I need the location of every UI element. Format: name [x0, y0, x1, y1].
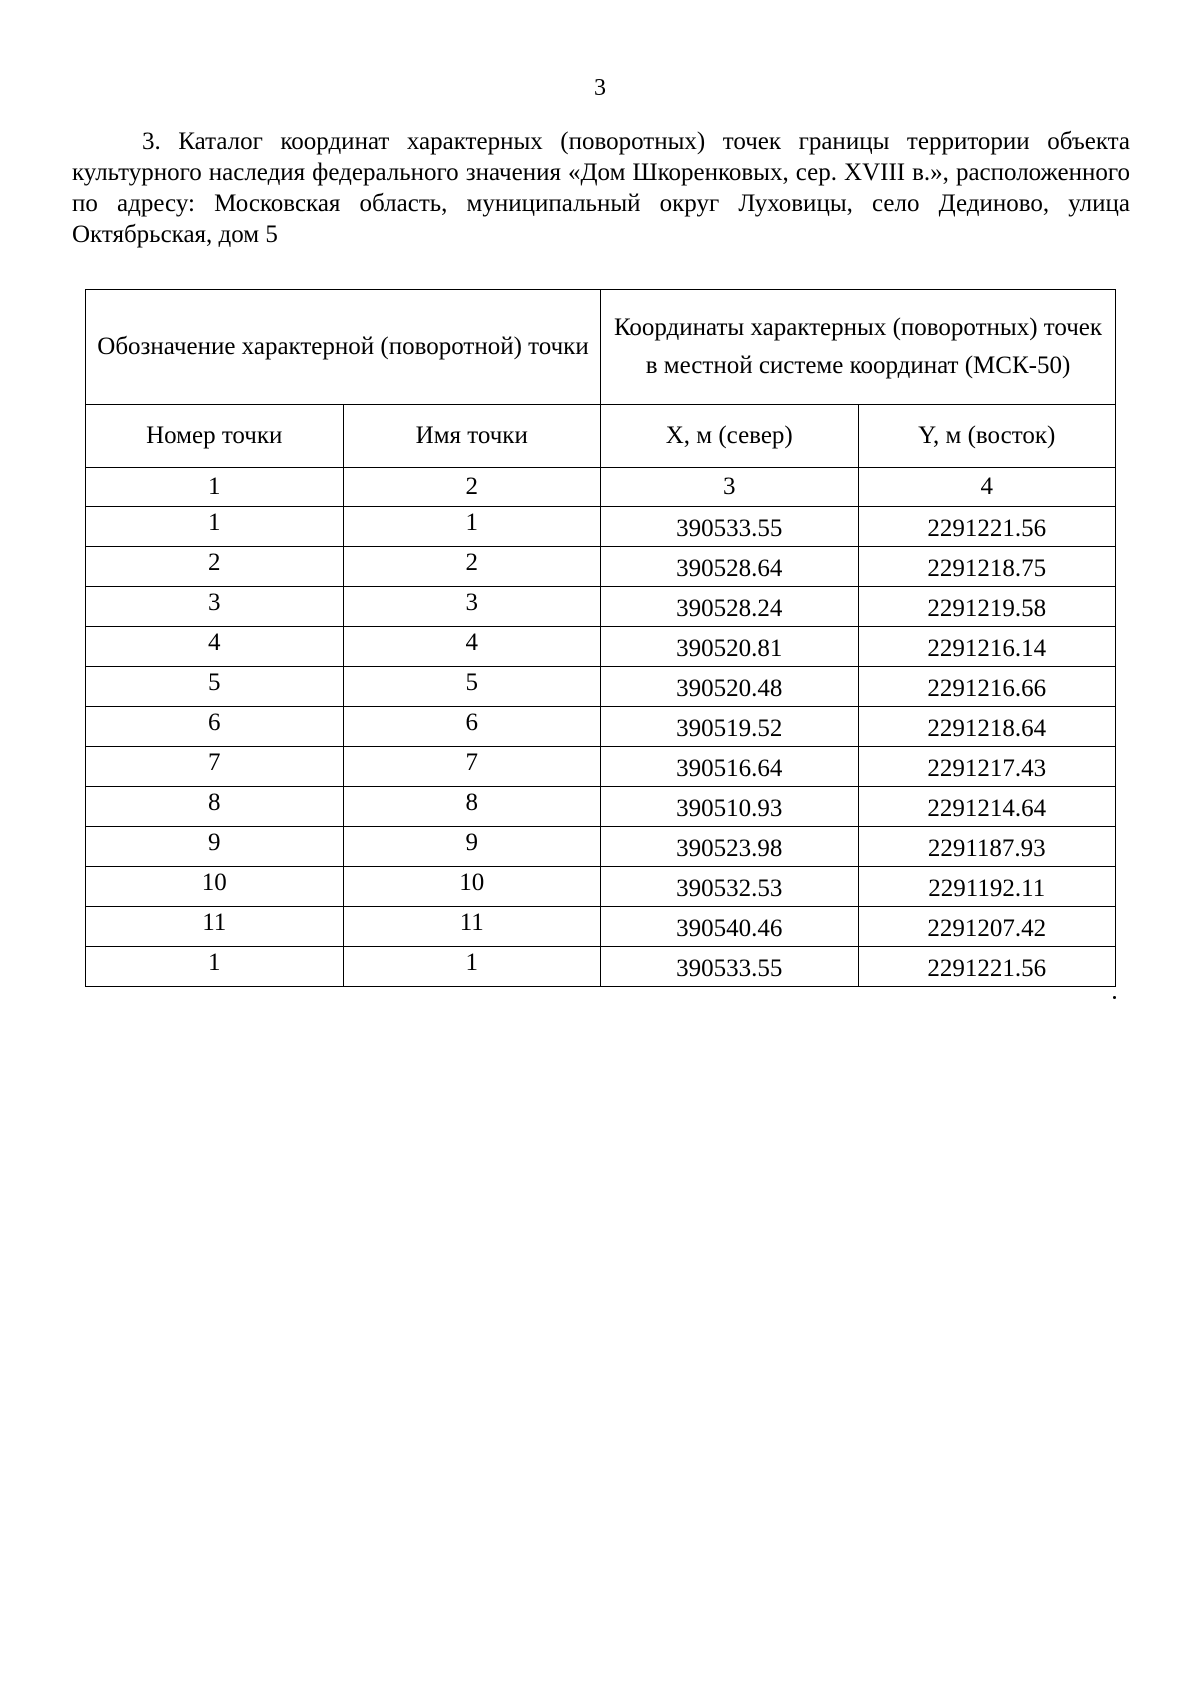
cell-point-number: 9 — [86, 827, 344, 867]
column-header-x: X, м (север) — [601, 405, 859, 468]
cell-point-number: 11 — [86, 907, 344, 947]
table-row — [86, 947, 1116, 987]
coordinates-table — [85, 289, 1116, 987]
table-group-header-row — [86, 290, 1116, 405]
stray-period-mark — [1113, 996, 1116, 999]
cell-y: 2291218.64 — [858, 707, 1116, 747]
table-row — [86, 827, 1116, 867]
cell-y: 2291207.42 — [858, 907, 1116, 947]
column-number: 3 — [601, 468, 859, 507]
cell-point-number: 5 — [86, 667, 344, 707]
cell-y: 2291216.66 — [858, 667, 1116, 707]
cell-x: 390519.52 — [601, 707, 859, 747]
cell-x: 390520.81 — [601, 627, 859, 667]
cell-point-name: 3 — [343, 587, 601, 627]
cell-x: 390516.64 — [601, 747, 859, 787]
column-number: 1 — [86, 468, 344, 507]
coordinates-group-header: Координаты характерных (поворотных) точек в местной системе координат (МСК-50) — [601, 290, 1116, 405]
cell-point-name: 6 — [343, 707, 601, 747]
table-column-header-row — [86, 405, 1116, 468]
cell-x: 390520.48 — [601, 667, 859, 707]
cell-x: 390532.53 — [601, 867, 859, 907]
cell-x: 390528.24 — [601, 587, 859, 627]
cell-y: 2291217.43 — [858, 747, 1116, 787]
cell-x: 390540.46 — [601, 907, 859, 947]
cell-y: 2291219.58 — [858, 587, 1116, 627]
column-number-row — [86, 468, 1116, 507]
table-row — [86, 867, 1116, 907]
cell-point-name: 11 — [343, 907, 601, 947]
table-row — [86, 627, 1116, 667]
cell-point-number: 4 — [86, 627, 344, 667]
table-row — [86, 667, 1116, 707]
table-row — [86, 907, 1116, 947]
cell-point-name: 7 — [343, 747, 601, 787]
table-row — [86, 747, 1116, 787]
table-row — [86, 587, 1116, 627]
cell-point-name: 8 — [343, 787, 601, 827]
catalog-heading-paragraph: 3. Каталог координат характерных (поворотных) точек границы территории объекта культурного наследия федерального значения «Дом Шкоренковых, сер. XVIII в.», расположенного по адресу: Московская область, муниципальный округ Луховицы, село Дединово, улица Октябрьская, дом 5 — [72, 128, 1130, 248]
cell-point-number: 1 — [86, 507, 344, 547]
cell-point-number: 6 — [86, 707, 344, 747]
cell-point-name: 9 — [343, 827, 601, 867]
cell-point-name: 4 — [343, 627, 601, 667]
cell-y: 2291216.14 — [858, 627, 1116, 667]
cell-point-number: 1 — [86, 947, 344, 987]
table-row — [86, 507, 1116, 547]
column-number: 2 — [343, 468, 601, 507]
table-row — [86, 547, 1116, 587]
table-row — [86, 787, 1116, 827]
cell-point-number: 3 — [86, 587, 344, 627]
cell-x: 390528.64 — [601, 547, 859, 587]
cell-point-number: 10 — [86, 867, 344, 907]
page-number: 3 — [594, 75, 606, 101]
cell-point-number: 8 — [86, 787, 344, 827]
cell-x: 390533.55 — [601, 947, 859, 987]
cell-point-name: 1 — [343, 947, 601, 987]
cell-point-number: 2 — [86, 547, 344, 587]
cell-point-name: 5 — [343, 667, 601, 707]
cell-point-name: 1 — [343, 507, 601, 547]
cell-y: 2291218.75 — [858, 547, 1116, 587]
cell-y: 2291192.11 — [858, 867, 1116, 907]
column-header-point-name: Имя точки — [343, 405, 601, 468]
cell-x: 390523.98 — [601, 827, 859, 867]
cell-y: 2291221.56 — [858, 507, 1116, 547]
column-header-point-number: Номер точки — [86, 405, 344, 468]
column-number: 4 — [858, 468, 1116, 507]
cell-y: 2291214.64 — [858, 787, 1116, 827]
table-body — [86, 507, 1116, 987]
column-header-y: Y, м (восток) — [858, 405, 1116, 468]
table-row — [86, 707, 1116, 747]
cell-y: 2291221.56 — [858, 947, 1116, 987]
cell-point-number: 7 — [86, 747, 344, 787]
cell-y: 2291187.93 — [858, 827, 1116, 867]
designation-group-header: Обозначение характерной (поворотной) точки — [86, 290, 601, 405]
cell-point-name: 10 — [343, 867, 601, 907]
cell-x: 390510.93 — [601, 787, 859, 827]
cell-point-name: 2 — [343, 547, 601, 587]
cell-x: 390533.55 — [601, 507, 859, 547]
